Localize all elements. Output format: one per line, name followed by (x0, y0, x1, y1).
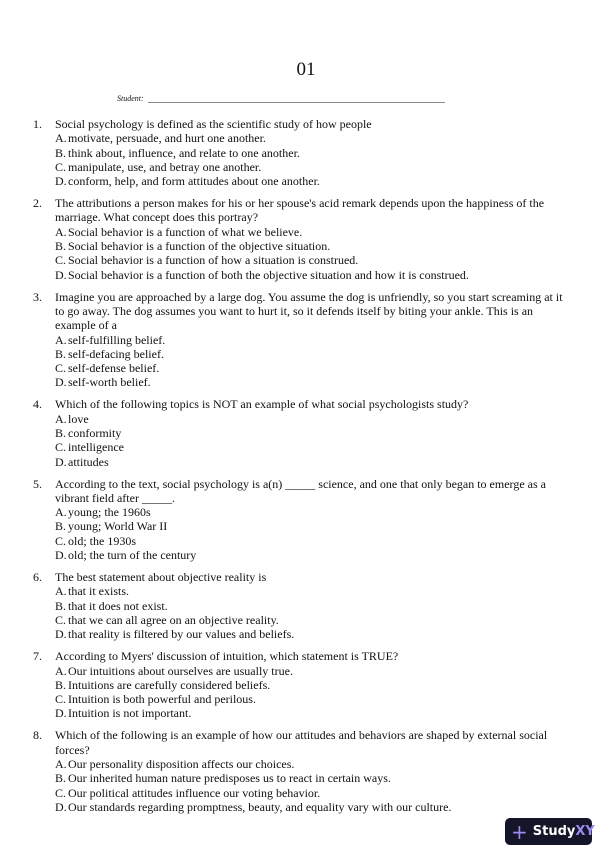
studyxy-logo[interactable] (505, 818, 595, 845)
option-text: Our standards regarding promptness, beauty, and equality vary with our culture. (68, 799, 452, 814)
option-text: self-fulfilling belief. (68, 332, 166, 347)
option-letter: B. (55, 145, 67, 160)
answer-option (55, 412, 568, 426)
option-letter: A. (55, 131, 67, 146)
answer-option (55, 771, 568, 785)
option-text: young; the 1960s (68, 505, 151, 520)
question-stem: Imagine you are approached by a large dog. You assume the dog is unfriendly, so you start screaming at it to go away. The dog assumes you want to hurt it, so it defends itself by biting your ankle. This is an example of a (55, 289, 563, 333)
question-number: 3. (33, 289, 42, 304)
option-text: that it does not exist. (68, 598, 168, 613)
option-text: love (68, 411, 89, 426)
option-letter: B. (55, 519, 67, 534)
question-stem: According to Myers' discussion of intuition, which statement is TRUE? (55, 649, 399, 664)
question-number: 4. (33, 397, 42, 412)
question-number: 7. (33, 649, 42, 664)
option-text: self-worth belief. (68, 375, 151, 390)
answer-option (55, 225, 568, 239)
option-letter: A. (55, 411, 67, 426)
question-stem: According to the text, social psychology is a(n) _____ science, and one that only began to emerge as a vibrant field after _____. (55, 476, 546, 505)
answer-option (55, 361, 568, 375)
option-text: Our personality disposition affects our choices. (68, 756, 295, 771)
option-text: motivate, persuade, and hurt one another. (68, 131, 266, 146)
option-letter: D. (55, 627, 67, 642)
option-text: Social behavior is a function of both the objective situation and how it is construed. (68, 267, 469, 282)
option-letter: B. (55, 771, 67, 786)
option-letter: B. (55, 239, 67, 254)
answer-option (55, 800, 568, 814)
question-stem: Which of the following topics is NOT an example of what social psychologists study? (55, 397, 469, 412)
option-letter: D. (55, 454, 67, 469)
question-stem: The attributions a person makes for his or her spouse's acid remark depends upon the happiness of the marriage. What concept does this portray? (55, 196, 545, 225)
question-stem: Which of the following is an example of how our attitudes and behaviors are shaped by external social forces? (55, 728, 548, 757)
option-text: think about, influence, and relate to one another. (68, 145, 300, 160)
option-text: Intuitions are carefully considered beliefs. (68, 677, 271, 692)
question-number: 1. (33, 117, 42, 131)
answer-option (55, 347, 568, 361)
option-letter: D. (55, 267, 67, 282)
answer-option (55, 131, 568, 145)
student-label: Student: (117, 94, 144, 103)
answer-option (55, 534, 568, 548)
question-stem: Social psychology is defined as the scientific study of how people (55, 117, 372, 131)
answer-option (55, 757, 568, 771)
option-text: old; the turn of the century (68, 548, 197, 563)
question-list (33, 117, 568, 822)
question-number: 2. (33, 196, 42, 211)
option-text: Social behavior is a function of the objective situation. (68, 239, 331, 254)
question (33, 117, 568, 188)
question (33, 649, 568, 720)
option-text: Intuition is both powerful and perilous. (68, 692, 256, 707)
option-text: that reality is filtered by our values and beliefs. (68, 627, 295, 642)
option-letter: C. (55, 612, 67, 627)
option-letter: D. (55, 706, 67, 721)
answer-option (55, 519, 568, 533)
answer-option (55, 599, 568, 613)
answer-option (55, 239, 568, 253)
option-text: Intuition is not important. (68, 706, 192, 721)
plus-icon: + (511, 819, 528, 844)
page-title: 01 (296, 59, 316, 80)
option-letter: B. (55, 598, 67, 613)
option-letter: A. (55, 224, 67, 239)
option-text: self-defense belief. (68, 361, 160, 376)
option-text: intelligence (68, 440, 124, 455)
option-letter: C. (55, 440, 67, 455)
option-text: conformity (68, 426, 122, 440)
option-letter: A. (55, 505, 67, 520)
answer-option (55, 678, 568, 692)
answer-option (55, 613, 568, 627)
option-letter: B. (55, 677, 67, 692)
question (33, 290, 568, 390)
student-field (117, 93, 445, 103)
answer-option (55, 706, 568, 720)
question-stem: The best statement about objective reality is (55, 570, 267, 585)
option-letter: C. (55, 785, 67, 800)
question (33, 397, 568, 468)
answer-option (55, 786, 568, 800)
option-text: Our inherited human nature predisposes us to react in certain ways. (68, 771, 391, 786)
option-letter: B. (55, 426, 67, 440)
option-text: manipulate, use, and betray one another. (68, 159, 262, 174)
option-letter: C. (55, 253, 67, 268)
answer-option (55, 692, 568, 706)
question (33, 728, 568, 814)
answer-option (55, 333, 568, 347)
answer-option (55, 253, 568, 267)
option-letter: A. (55, 756, 67, 771)
option-letter: C. (55, 692, 67, 707)
answer-option (55, 160, 568, 174)
option-letter: B. (55, 346, 67, 361)
option-letter: D. (55, 174, 67, 189)
logo-text: StudyXY (532, 824, 595, 839)
option-letter: C. (55, 533, 67, 548)
option-letter: C. (55, 159, 67, 174)
answer-option (55, 548, 568, 562)
student-name-line (148, 93, 445, 103)
answer-option (55, 174, 568, 188)
answer-option (55, 455, 568, 469)
option-text: attitudes (68, 454, 109, 469)
answer-option (55, 440, 568, 454)
question (33, 477, 568, 563)
question (33, 196, 568, 282)
answer-option (55, 627, 568, 641)
question-number: 6. (33, 570, 42, 585)
option-text: that we can all agree on an objective reality. (68, 612, 279, 627)
answer-option (55, 505, 568, 519)
option-text: that it exists. (68, 584, 129, 599)
answer-option (55, 268, 568, 282)
option-letter: D. (55, 375, 67, 390)
option-text: Social behavior is a function of what we believe. (68, 224, 303, 239)
option-text: conform, help, and form attitudes about one another. (68, 174, 320, 189)
option-text: Our political attitudes influence our voting behavior. (68, 785, 321, 800)
option-letter: A. (55, 584, 67, 599)
question-number: 5. (33, 476, 42, 491)
option-letter: D. (55, 548, 67, 563)
option-text: young; World War II (68, 519, 168, 534)
answer-option (55, 426, 568, 440)
answer-option (55, 584, 568, 598)
option-text: Our intuitions about ourselves are usually true. (68, 663, 293, 678)
answer-option (55, 146, 568, 160)
answer-option (55, 375, 568, 389)
answer-option (55, 664, 568, 678)
question (33, 570, 568, 641)
option-letter: D. (55, 799, 67, 814)
option-text: self-defacing belief. (68, 346, 164, 361)
option-letter: C. (55, 361, 67, 376)
option-letter: A. (55, 663, 67, 678)
option-text: old; the 1930s (68, 533, 136, 548)
option-letter: A. (55, 332, 67, 347)
option-text: Social behavior is a function of how a situation is construed. (68, 253, 359, 268)
question-number: 8. (33, 728, 42, 743)
